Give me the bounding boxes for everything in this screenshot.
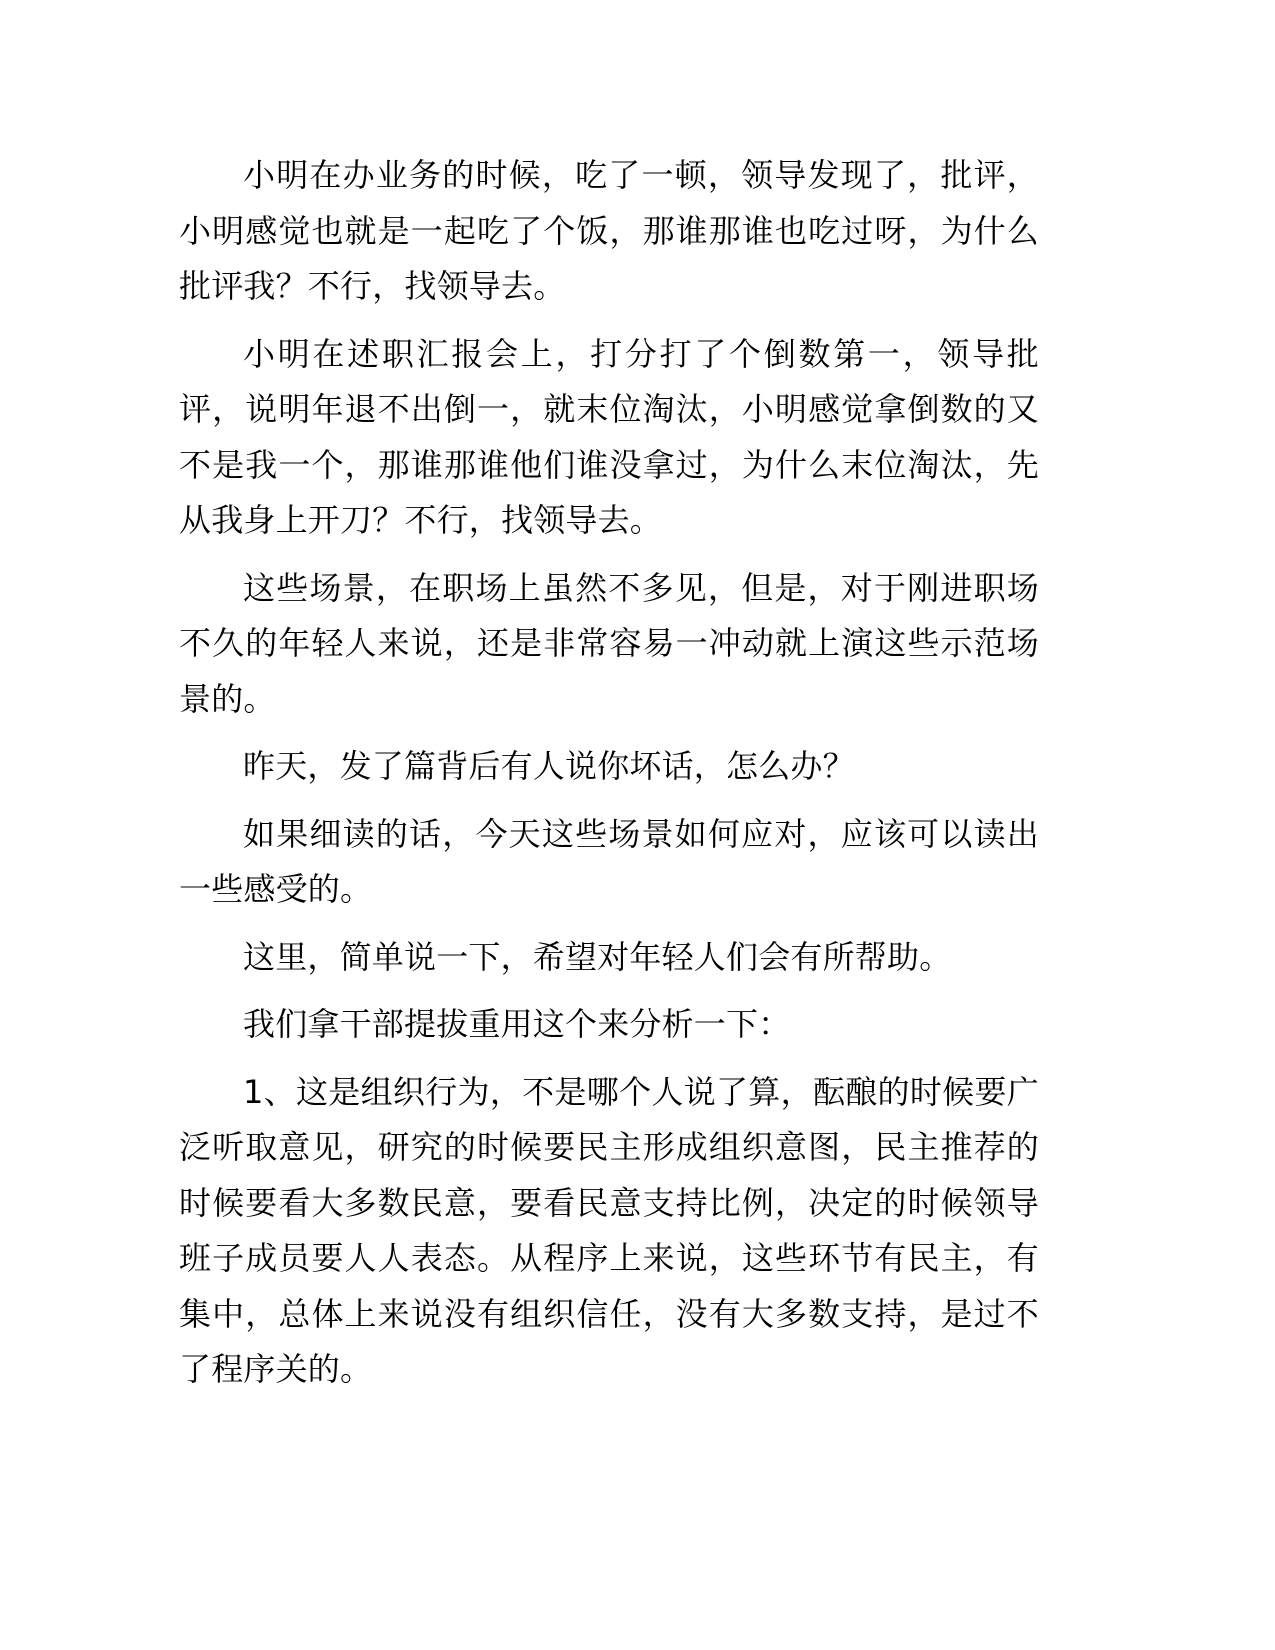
paragraph-7: 我们拿干部提拔重用这个来分析一下： — [243, 1005, 791, 1043]
paragraph-1: 小明在办业务的时候，吃了一顿，领导发现了，批评，小明感觉也就是一起吃了个饭，那谁那谁也吃过呀，为什么批评我？不行，找领导去。 — [179, 156, 1039, 305]
paragraph-8: 1、这是组织行为，不是哪个人说了算，酝酿的时候要广泛听取意见，研究的时候要民主形成组织意图，民主推荐的时候要看大多数民意，要看民意支持比例，决定的时候领导班子成员要人人表态。从程序上来说，这些环节有民主，有集中，总体上来说没有组织信任，没有大多数支持，是过不了程序关的。 — [179, 1072, 1039, 1388]
paragraph-5: 如果细读的话，今天这些场景如何应对，应该可以读出一些感受的。 — [179, 814, 1039, 908]
document-body — [179, 148, 1039, 1410]
paragraph-2: 小明在述职汇报会上，打分打了个倒数第一，领导批评，说明年退不出倒一，就末位淘汰，小明感觉拿倒数的又不是我一个，那谁那谁他们谁没拿过，为什么末位淘汰，先从我身上开刀？不行，找领导去。 — [179, 334, 1039, 539]
paragraph-6: 这里，简单说一下，希望对年轻人们会有所帮助。 — [243, 937, 952, 976]
paragraph-4: 昨天，发了篇背后有人说你坏话，怎么办？ — [243, 747, 855, 785]
paragraph-3: 这些场景，在职场上虽然不多见，但是，对于刚进职场不久的年轻人来说，还是非常容易一冲动就上演这些示范场景的。 — [179, 568, 1039, 718]
